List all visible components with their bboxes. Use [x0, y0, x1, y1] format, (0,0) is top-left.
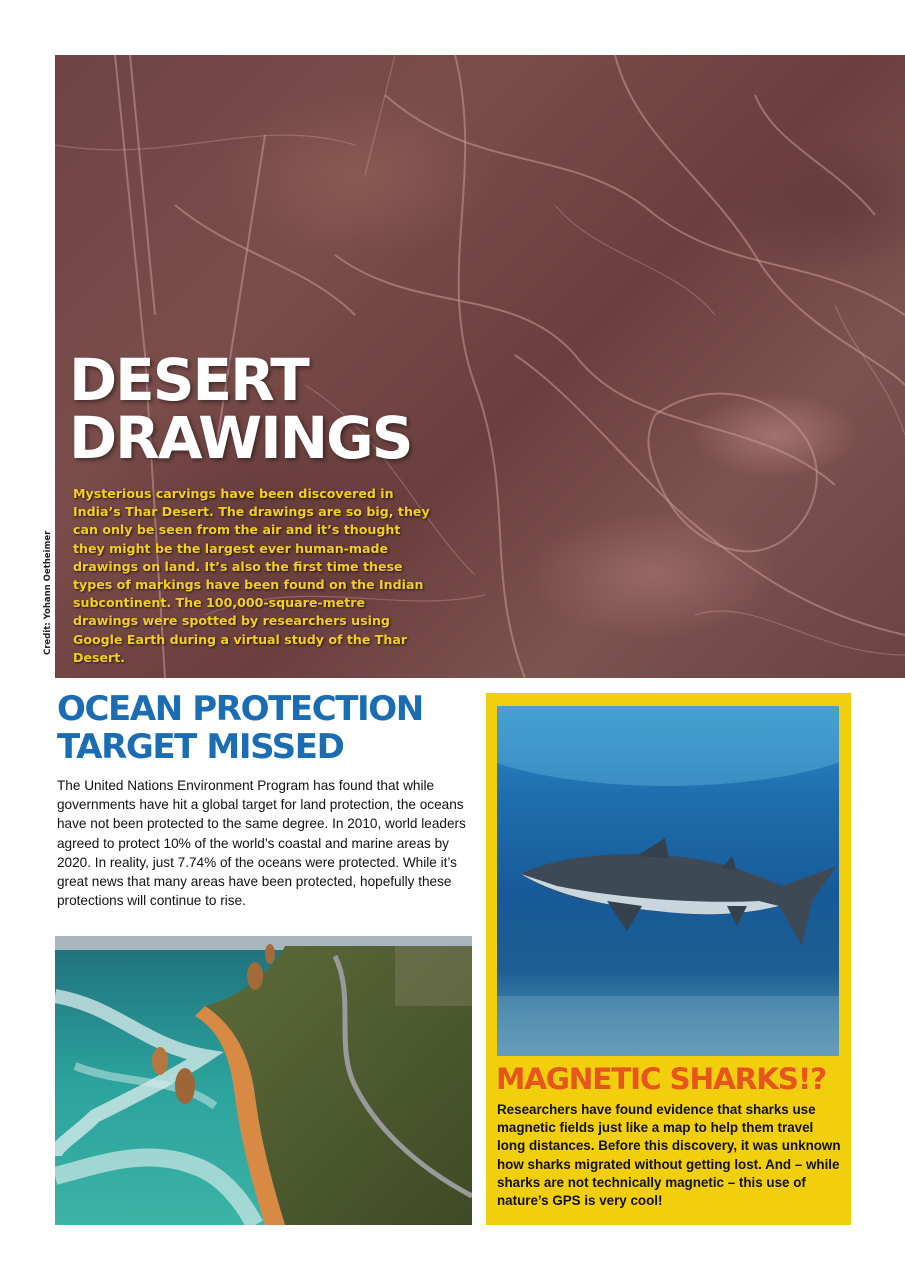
desert-title — [69, 346, 469, 472]
shark-title: MAGNETIC SHARKS!? — [496, 1062, 827, 1096]
ocean-title-line2: TARGET MISSED — [57, 727, 344, 767]
coastline-illustration — [55, 936, 472, 1225]
shark-body-text: Researchers have found evidence that sharks use magnetic fields just like a map to help them travel long distances. Before this discovery, it was unknown how sharks migrated without getting lost. And – while sharks are not technically magnetic – this use of nature’s GPS is very cool! — [497, 1102, 841, 1209]
shark-illustration — [497, 706, 839, 1056]
desert-photo — [55, 55, 905, 678]
desert-title-line1: DESERT — [69, 346, 308, 414]
ocean-title — [57, 690, 477, 766]
coastline-photo — [55, 936, 472, 1225]
desert-title-line2: DRAWINGS — [69, 404, 412, 472]
desert-body-text: Mysterious carvings have been discovered in India’s Thar Desert. The drawings are so big, they can only be seen from the air and it’s thought they might be the largest ever human-made drawings on land. It’s also the first time these types of markings have been found on the Indian subcontinent. The 100,000-square-metre drawings were spotted by researchers using Google Earth during a virtual study of the Thar Desert. — [73, 486, 430, 665]
photo-credit: Credit: Yohann Oetheimer — [43, 530, 53, 655]
ocean-title-line1: OCEAN PROTECTION — [57, 689, 423, 729]
shark-photo — [497, 706, 839, 1056]
ocean-body-text: The United Nations Environment Program has found that while governments have hit a global target for land protection, the oceans have not been protected to the same degree. In 2010, world leaders agreed to protect 10% of the world’s coastal and marine areas by 2020. In reality, just 7.74% of the oceans were protected. While it’s great news that many areas have been protected, hopefully these protections will continue to rise. — [57, 778, 466, 909]
